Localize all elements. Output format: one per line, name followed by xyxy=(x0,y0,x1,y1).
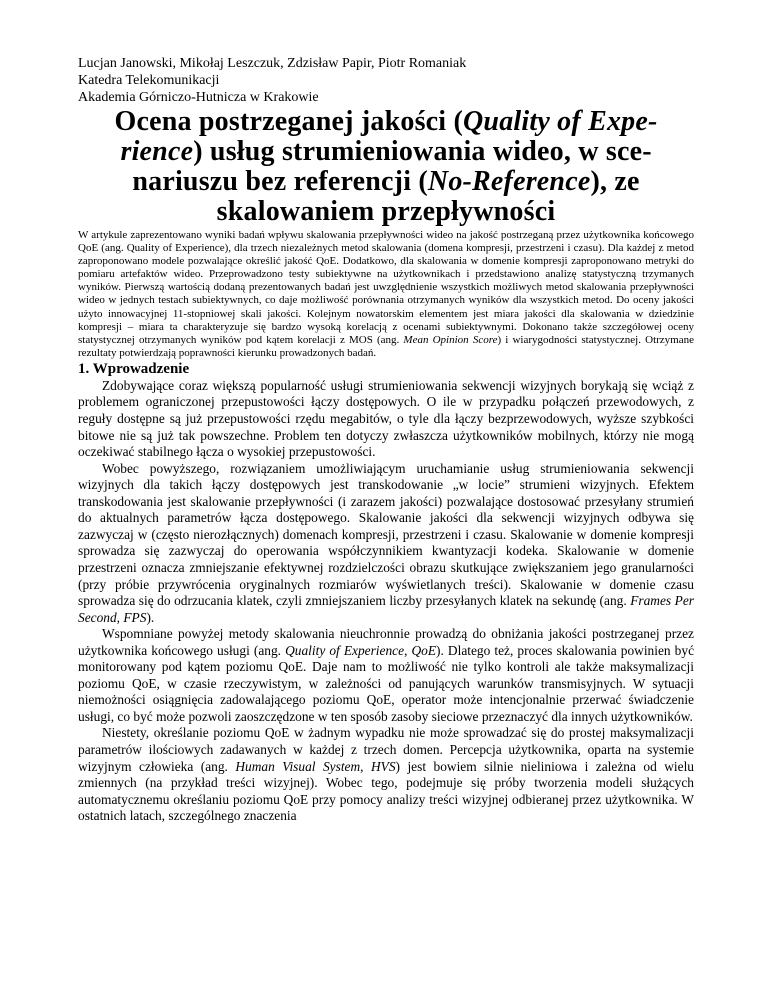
p4-italic-2: HVS xyxy=(370,758,396,774)
p4-text-2: , xyxy=(360,758,371,774)
paragraph-4 xyxy=(78,725,694,824)
abstract-text-1: W artykule zaprezentowano wyniki badań wpływu skalowania przepływności wideo na jakość postrzeganą przez użytkownika końcowego QoE (ang. Quality of Experience), dla trzech niezależnych metod skalowania (domena kompresji, przestrzeni i czasu). Dla każdej z metod zaproponowano modele pozwalające określić jakość QoE. Dodatkowo, dla skalowania w domenie kompresji zaproponowano metryki do pomiaru artefaktów wideo. Przeprowadzono testy subiektywne na użytkownikach i przedstawiono analizę statystyczną trzymanych wyników. Pierwszą wartością dodaną prezentowanych badań jest uwzględnienie wszystkich możliwych metod skalowania przepływności wideo w jednych testach subiektywnych, co daje możliwość porównania otrzymanych wyników dla wszystkich metod. Do oceny jakości użyto innowacyjnej 11-stopniowej skali jakości. Kolejnym nowatorskim elementem jest miara jakości dla skalowania w dziedzinie kompresji – miara ta charakteryzuje się bardzo wysoką korelacją z ocenami subiektywnymi. Dokonano także szczegółowej oceny statystycznej otrzymanych wyników pod kątem korelacji z MOS (ang. xyxy=(78,229,694,346)
title-part-3: ), ze skalowaniem przepływności xyxy=(216,166,640,227)
abstract-text-2: ) i wiarygodności statystycznej. Otrzymane rezultaty potwierdzają poprawności kierunku prowadzonych badań. xyxy=(78,333,694,359)
p3-italic-1: Quality of Experience xyxy=(285,642,405,658)
title-part-2: ) usług strumieniowania wideo, w scenariuszu bez referencji ( xyxy=(132,136,652,197)
p3-text-1: Wspomniane powyżej metody skalowania nieuchronnie prowadzą do obniżania jakości postrzeganej przez użytkownika końcowego usługi (ang. xyxy=(78,626,694,658)
abstract-italic-1: Mean Opinion Score xyxy=(403,333,498,346)
paper-title xyxy=(78,107,694,227)
institution: Akademia Górniczo-Hutnicza w Krakowie xyxy=(78,90,319,105)
p2-text-3: ). xyxy=(146,609,155,625)
abstract xyxy=(78,229,694,360)
p4-italic-1: Human Visual System xyxy=(235,758,361,774)
p3-text-3: ). Dlatego też, proces skalowania powinien być monitorowany pod kątem poziomu QoE. Daje nam to możliwość nie tylko kontroli ale także maksymalizacji poziomu QoE, w czasie rzeczywistym, w zależności od panujących warunków transmisyjnych. W sytuacji niemożności osiągnięcia zadowalającego poziomu QoE, operator może intencjonalnie przerwać świadczenie usługi, co być może pozwoli zaoszczędzone w ten sposób zasoby sieciowe przeznaczyć dla innych użytkowników. xyxy=(78,642,695,724)
p2-italic-2: FPS xyxy=(123,609,147,625)
p4-text-1: Niestety, określanie poziomu QoE w żadnym wypadku nie może sprowadzać się do prostej maksymalizacji parametrów ilościowych zadawanych w każdej z trzech domen. Percepcja użytkownika, oparta na systemie wizyjnym człowieka (ang. xyxy=(78,725,694,774)
department: Katedra Telekomunikacji xyxy=(78,73,220,88)
title-italic-1: Quality of Expe-rience xyxy=(120,106,658,167)
p2-text-1: Wobec powyższego, rozwiązaniem umożliwiającym uruchamianie usług strumieniowania sekwencji wizyjnych dla takich łączy dostępowych jest transkodowanie „w locie” strumieni wizyjnych. Efektem transkodowania jest skalowanie przepływności (i zarazem jakości) pozwalające dostosować przesyłany strumień do aktualnych parametrów łącza dostępowego. Skalowanie jakości dla sekwencji wizyjnych odbywa się zazwyczaj w (często nierozłącznych) domenach kompresji, przestrzeni i czasu. Skalowanie w domenie kompresji sprowadza się zazwyczaj do operowania współczynnikiem kwantyzacji kodeka. Skalowanie w domenie przestrzeni oznacza zmniejszanie efektywnej rozdzielczości obrazu skutkujące zwiększaniem jego granularności (przy próbie przywrócenia oryginalnych rozmiarów wyświetlanych treści). Skalowanie w domenie czasu sprowadza się do odrzucania klatek, czyli zmniejszaniem liczby przesyłanych klatek na sekundę (ang. xyxy=(78,460,694,609)
title-part-1: Ocena postrzeganej jakości ( xyxy=(114,106,464,137)
authors: Lucjan Janowski, Mikołaj Leszczuk, Zdzisław Papir, Piotr Romaniak xyxy=(78,56,467,71)
paragraph-3 xyxy=(78,626,694,725)
p4-text-3: ) jest bowiem silnie nieliniowa i zależna od wielu zmiennych (na przykład treści wizyjnej). Wobec tego, podejmuje się próby tworzenia modeli służących automatycznemu określaniu poziomu QoE przy pomocy analizy treści wizyjnej odbieranej przez użytkownika. W ostatnich latach, szczególnego znaczenia xyxy=(78,758,694,824)
p2-text-2: , xyxy=(116,609,124,625)
p2-italic-1: Frames Per Second xyxy=(78,593,694,625)
title-italic-2: No-Reference xyxy=(427,166,591,197)
paragraph-1: Zdobywające coraz większą popularność usługi strumieniowania sekwencji wizyjnych borykają się wciąż z problemem ograniczonej przepustowości łączy dostępowych. O ile w przypadku połączeń przewodowych, z reguły dostępne są już przepustowości rzędu megabitów, o tyle dla łączy bezprzewodowych, wyższe szybkości bitowe nie są już tak powszechne. Problem ten dotyczy zwłaszcza użytkowników mobilnych, którzy nie mogą oczekiwać stabilnego łącza o wysokiej przepustowości. xyxy=(78,377,694,460)
p3-italic-2: QoE xyxy=(411,642,437,658)
author-block xyxy=(78,55,694,106)
paragraph-2 xyxy=(78,461,694,626)
p3-text-2: , xyxy=(404,642,412,658)
section-heading: 1. Wprowadzenie xyxy=(78,360,190,377)
